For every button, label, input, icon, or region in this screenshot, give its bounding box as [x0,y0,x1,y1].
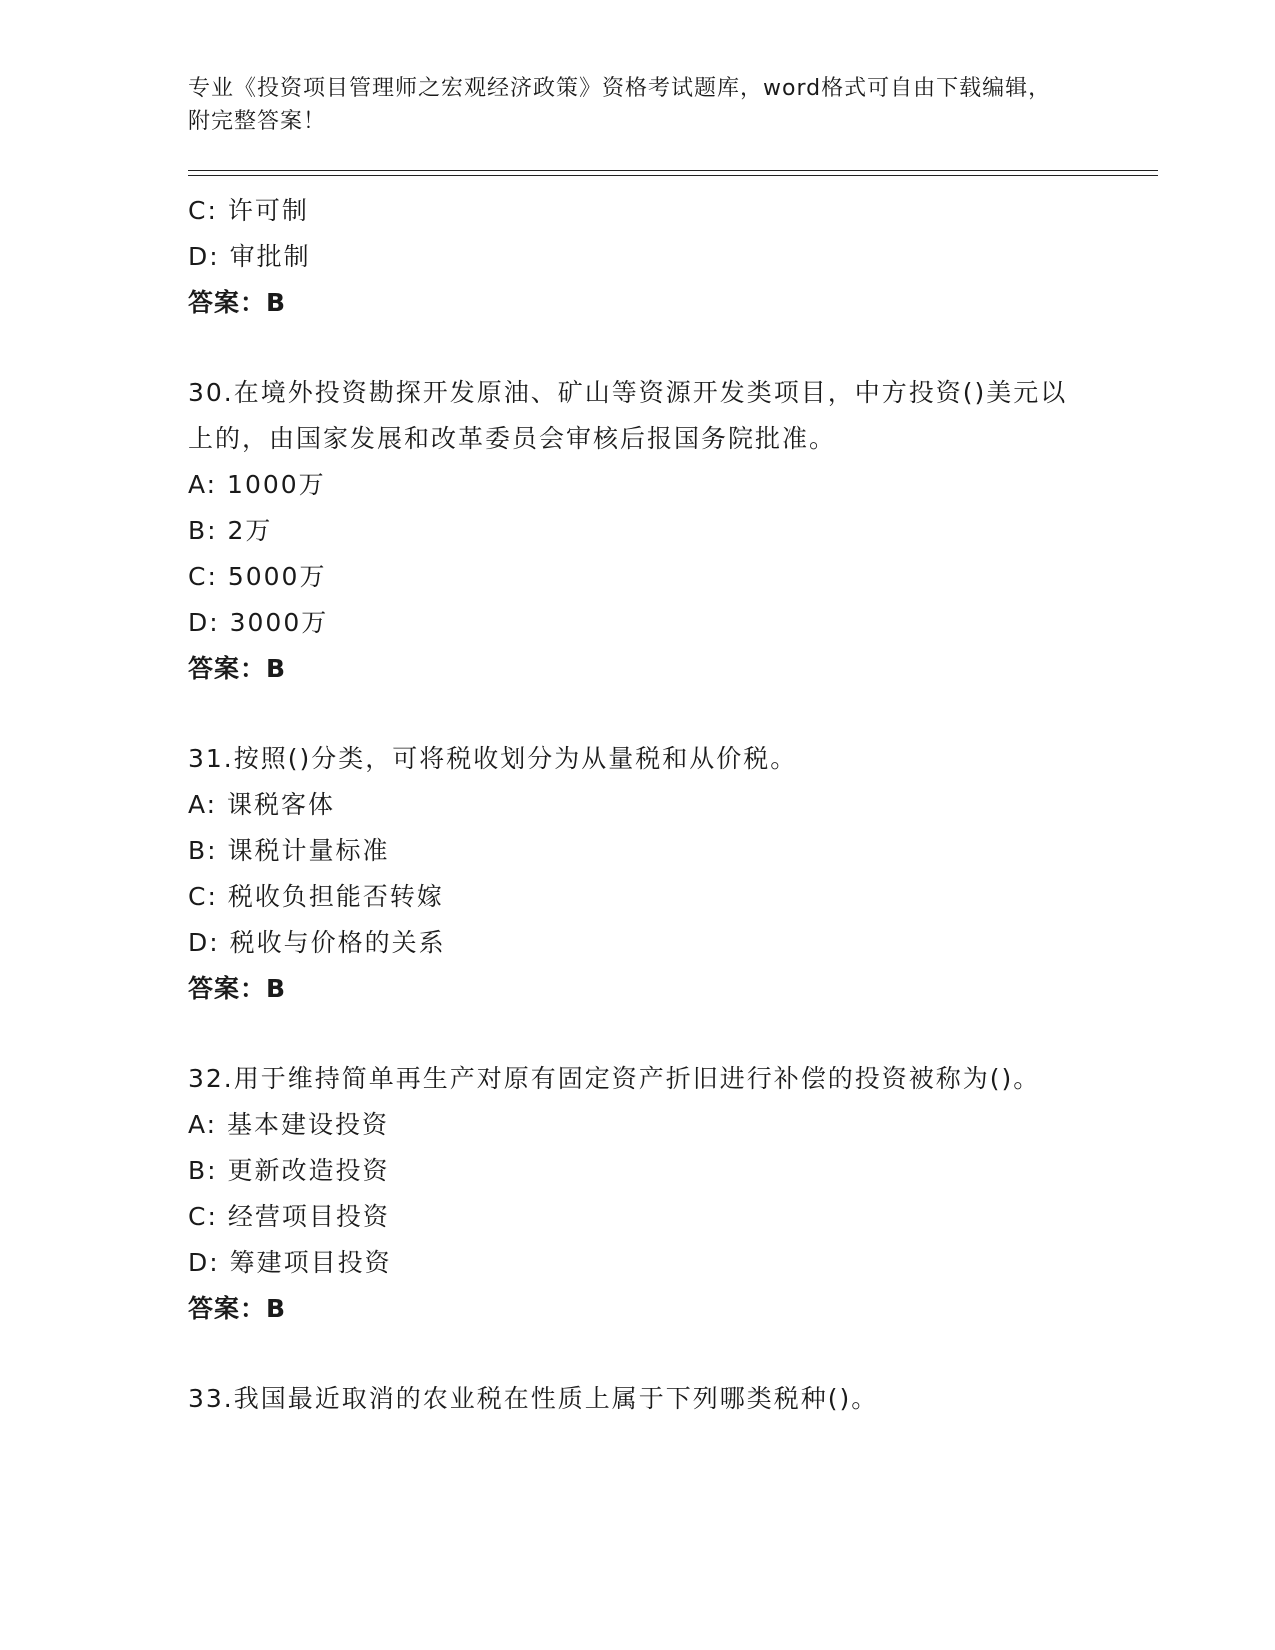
option-b: B: 更新改造投资 [188,1156,390,1185]
carryover-block [188,188,1088,326]
option-a: A: 1000万 [188,470,326,499]
option-b: B: 课税计量标准 [188,836,390,865]
question-stem: 32.用于维持简单再生产对原有固定资产折旧进行补偿的投资被称为()。 [188,1064,1041,1093]
option-c: C: 经营项目投资 [188,1202,390,1231]
spacer [188,1012,1088,1056]
answer-line: 答案：B [188,1294,287,1323]
question-32 [188,1056,1088,1332]
option-b: B: 2万 [188,516,273,545]
header-rule-top [188,170,1158,171]
header-text: 专业《投资项目管理师之宏观经济政策》资格考试题库，word格式可自由下载编辑，附完整答案！ [188,76,1052,134]
option-c: C: 税收负担能否转嫁 [188,882,444,911]
option-a: A: 基本建设投资 [188,1110,390,1139]
question-list [188,188,1088,1422]
header-rule-bottom [188,175,1158,176]
spacer [188,326,1088,370]
question-33 [188,1376,1088,1422]
option-d: D: 3000万 [188,608,329,637]
question-stem: 31.按照()分类，可将税收划分为从量税和从价税。 [188,744,798,773]
answer-line: 答案：B [188,974,287,1003]
option-d: D: 审批制 [188,242,311,271]
question-stem: 30.在境外投资勘探开发原油、矿山等资源开发类项目，中方投资()美元以上的，由国家发展和改革委员会审核后报国务院批准。 [188,378,1068,453]
option-c: C: 许可制 [188,196,309,225]
answer-line: 答案：B [188,288,287,317]
document-header [188,72,1068,138]
option-d: D: 税收与价格的关系 [188,928,446,957]
option-c: C: 5000万 [188,562,327,591]
option-d: D: 筹建项目投资 [188,1248,392,1277]
question-31 [188,736,1088,1012]
answer-line: 答案：B [188,654,287,683]
spacer [188,692,1088,736]
option-a: A: 课税客体 [188,790,336,819]
question-stem: 33.我国最近取消的农业税在性质上属于下列哪类税种()。 [188,1384,879,1413]
question-30 [188,370,1088,692]
spacer [188,1332,1088,1376]
